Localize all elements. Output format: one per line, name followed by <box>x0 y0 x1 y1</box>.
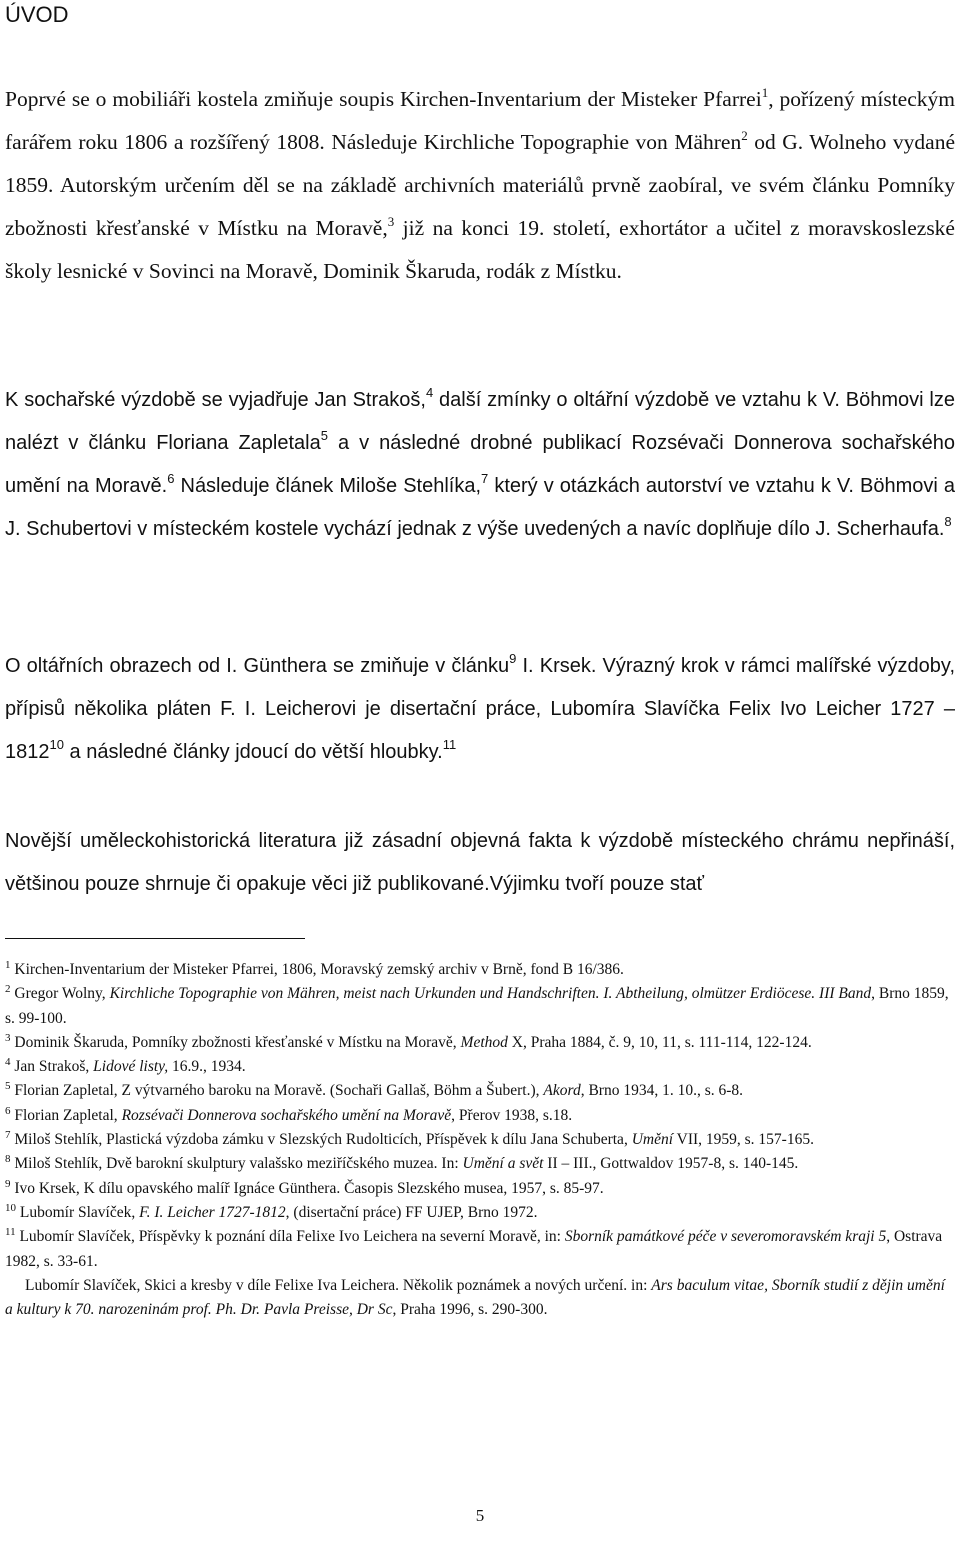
footnote-ref[interactable]: 4 <box>425 385 434 400</box>
footnote-text: Florian Zapletal, <box>10 1106 122 1124</box>
footnote-ref[interactable]: 8 <box>944 514 952 529</box>
page-number: 5 <box>475 1506 485 1525</box>
footnote-6 <box>5 1104 955 1128</box>
footnote-title: Umění a svět <box>462 1155 544 1173</box>
footnote-text: X, Praha 1884, č. 9, 10, 11, s. 111-114, 122-124. <box>507 1033 812 1051</box>
footnote-ref[interactable]: 10 <box>49 737 64 752</box>
footnote-title: Umění <box>631 1131 674 1149</box>
paragraph-sculpture-literature <box>5 379 955 551</box>
paragraph-recent-literature <box>5 820 955 906</box>
text-run: O oltářních obrazech od I. Günthera se zmiňuje v článku <box>5 655 510 677</box>
text-run: Následuje článek Miloše Stehlíka, <box>174 475 482 497</box>
footnote-text: , (disertační práce) FF UJEP, Brno 1972. <box>285 1203 538 1221</box>
text-run: již na konci 19. století, exhortátor a učitel z moravskoslezské školy lesnické v Sovinci na Moravě, Dominik Škaruda, rodák z Místku. <box>5 216 955 283</box>
footnote-text: Dominik Škaruda, Pomníky zbožnosti křesťanské v Místku na Moravě, <box>10 1033 461 1051</box>
text-run: K sochařské výzdobě se vyjadřuje Jan Strakoš, <box>5 389 426 411</box>
footnote-text: Ivo Krsek, K dílu opavského malíř Ignáce Günthera. Časopis Slezského musea, 1957, s. 85-97. <box>10 1179 604 1197</box>
text-run: , pořízený místeckým farářem roku 1806 a rozšířený 1808. Následuje Kirchliche Topographie von Mähren <box>5 87 955 154</box>
footnote-number: 7 <box>5 1129 11 1142</box>
text-run: a v následné drobné publikací Rozsévači Donnerova sochařského umění na Moravě. <box>5 432 955 497</box>
footnote-11 <box>5 1225 955 1274</box>
footnote-separator <box>5 938 305 939</box>
footnote-title: F. I. Leicher 1727-1812 <box>139 1203 286 1221</box>
footnote-text: VII, 1959, s. 157-165. <box>673 1131 814 1149</box>
footnote-number: 6 <box>5 1104 11 1117</box>
footnote-11-continued <box>5 1274 955 1323</box>
footnote-number: 10 <box>5 1201 16 1214</box>
footnote-ref[interactable]: 3 <box>387 214 395 229</box>
footnote-number: 2 <box>5 983 11 996</box>
footnote-title: Sborník památkové péče v severomoravském kraji 5 <box>564 1228 887 1246</box>
text-run: který v otázkách autorství ve vztahu k V. Böhmovi a J. Schubertovi v místeckém kostele vychází jednak z výše uvedených a navíc doplňuje dílo J. Scherhaufa. <box>5 475 955 540</box>
footnote-ref[interactable]: 2 <box>741 128 748 143</box>
footnote-text: Jan Strakoš, <box>10 1058 94 1076</box>
footnote-4 <box>5 1055 955 1079</box>
footnote-text: Lubomír Slavíček, Skici a kresby v díle Felixe Iva Leichera. Několik poznámek a nových určení. in: <box>25 1276 652 1294</box>
text-run: Novější uměleckohistorická literatura již zásadní objevná fakta k výzdobě místeckého chrámu nepřináší, většinou pouze shrnuje či opakuje věci již publikované. <box>5 830 955 895</box>
footnote-5 <box>5 1079 955 1103</box>
footnote-title: Ars baculum vitae, Sborník studií z dějin umění a kultury k 70. narozeninám prof. Ph. Dr. Pavla Preisse, Dr Sc <box>5 1276 945 1319</box>
footnote-number: 8 <box>5 1153 11 1166</box>
footnote-3 <box>5 1031 955 1055</box>
footnote-9 <box>5 1177 955 1201</box>
footnote-text: Florian Zapletal, Z výtvarného baroku na Moravě. (Sochaři Gallaš, Böhm a Šubert.), <box>10 1082 544 1100</box>
footnote-text: Miloš Stehlík, Plastická výzdoba zámku v Slezských Rudolticích, Příspěvek k dílu Jana Schuberta, <box>10 1131 632 1149</box>
footnote-ref[interactable]: 1 <box>761 85 769 100</box>
footnote-ref[interactable]: 6 <box>167 471 175 486</box>
footnote-number: 11 <box>5 1226 16 1239</box>
text-run: I. Krsek. Výrazný krok v rámci malířské výzdoby, přípisů několika pláten F. I. Leicherovi je disertační práce, Lubomíra Slavíčka Felix Ivo Leicher 1727 – 1812 <box>5 655 956 763</box>
footnote-text: Miloš Stehlík, Dvě barokní skulptury valašsko meziříčského muzea. In: <box>10 1155 463 1173</box>
footnote-text: , Přerov 1938, s.18. <box>451 1106 573 1124</box>
footnote-ref[interactable]: 9 <box>509 651 517 666</box>
footnote-ref[interactable]: 7 <box>481 471 489 486</box>
text-run: Poprvé se o mobiliáři kostela zmiňuje soupis Kirchen-Inventarium der Misteker Pfarrei <box>5 87 762 111</box>
text-run: Výjimku tvoří pouze stať <box>489 873 704 895</box>
footnote-title: Method <box>460 1033 508 1051</box>
footnote-8 <box>5 1152 955 1176</box>
text-run: a následné články jdoucí do větší hloubky. <box>63 741 443 763</box>
footnote-ref[interactable]: 5 <box>320 428 328 443</box>
footnote-text: Kirchen-Inventarium der Misteker Pfarrei, 1806, Moravský zemský archiv v Brně, fond B 16/386. <box>10 961 624 978</box>
section-heading: ÚVOD <box>5 2 69 27</box>
footnote-text: 16.9., 1934. <box>168 1058 246 1076</box>
footnote-text: Gregor Wolny, <box>10 985 110 1003</box>
text-run: od G. Wolneho vydané 1859. Autorským určením děl se na základě archivních materiálů prvně zaobíral, ve svém článku Pomníky zbožnosti křesťanské v Místku na Moravě, <box>5 130 955 240</box>
footnote-title: Rozsévači Donnerova sochařského umění na Moravě <box>121 1106 452 1124</box>
footnote-text: , Ostrava 1982, s. 33-61. <box>5 1228 943 1270</box>
footnotes <box>5 958 955 1322</box>
footnote-text: , Praha 1996, s. 290-300. <box>392 1301 548 1319</box>
footnote-text: Lubomír Slavíček, <box>16 1203 140 1221</box>
footnote-title: Lidové listy, <box>93 1058 169 1076</box>
paragraph-history-sources <box>5 78 955 293</box>
footnote-text: Lubomír Slavíček, Příspěvky k poznání díla Felixe Ivo Leichera na severní Moravě, in: <box>15 1228 565 1246</box>
footnote-1 <box>5 958 955 982</box>
footnote-text: , Brno 1859, s. 99-100. <box>5 985 949 1027</box>
text-run: další zmínky o oltářní výzdobě ve vztahu k V. Böhmovi lze nalézt v článku Floriana Zapletala <box>5 389 955 454</box>
paragraph-altar-paintings <box>5 645 955 774</box>
footnote-number: 9 <box>5 1177 11 1190</box>
footnote-number: 5 <box>5 1080 11 1093</box>
footnote-10 <box>5 1201 955 1225</box>
footnote-number: 4 <box>5 1056 11 1069</box>
footnote-number: 3 <box>5 1031 11 1044</box>
footnote-title: Akord <box>543 1082 581 1100</box>
footnote-title: Kirchliche Topographie von Mähren, meist nach Urkunden und Handschriften. I. Abtheilung, olmützer Erdiöcese. III Band <box>109 985 872 1003</box>
footnote-text: II – III., Gottwaldov 1957-8, s. 140-145. <box>543 1155 799 1173</box>
footnote-ref[interactable]: 11 <box>442 737 457 752</box>
footnote-2 <box>5 982 955 1031</box>
footnote-number: 1 <box>5 959 11 971</box>
footnote-text: , Brno 1934, 1. 10., s. 6-8. <box>580 1082 744 1100</box>
footnote-7 <box>5 1128 955 1152</box>
